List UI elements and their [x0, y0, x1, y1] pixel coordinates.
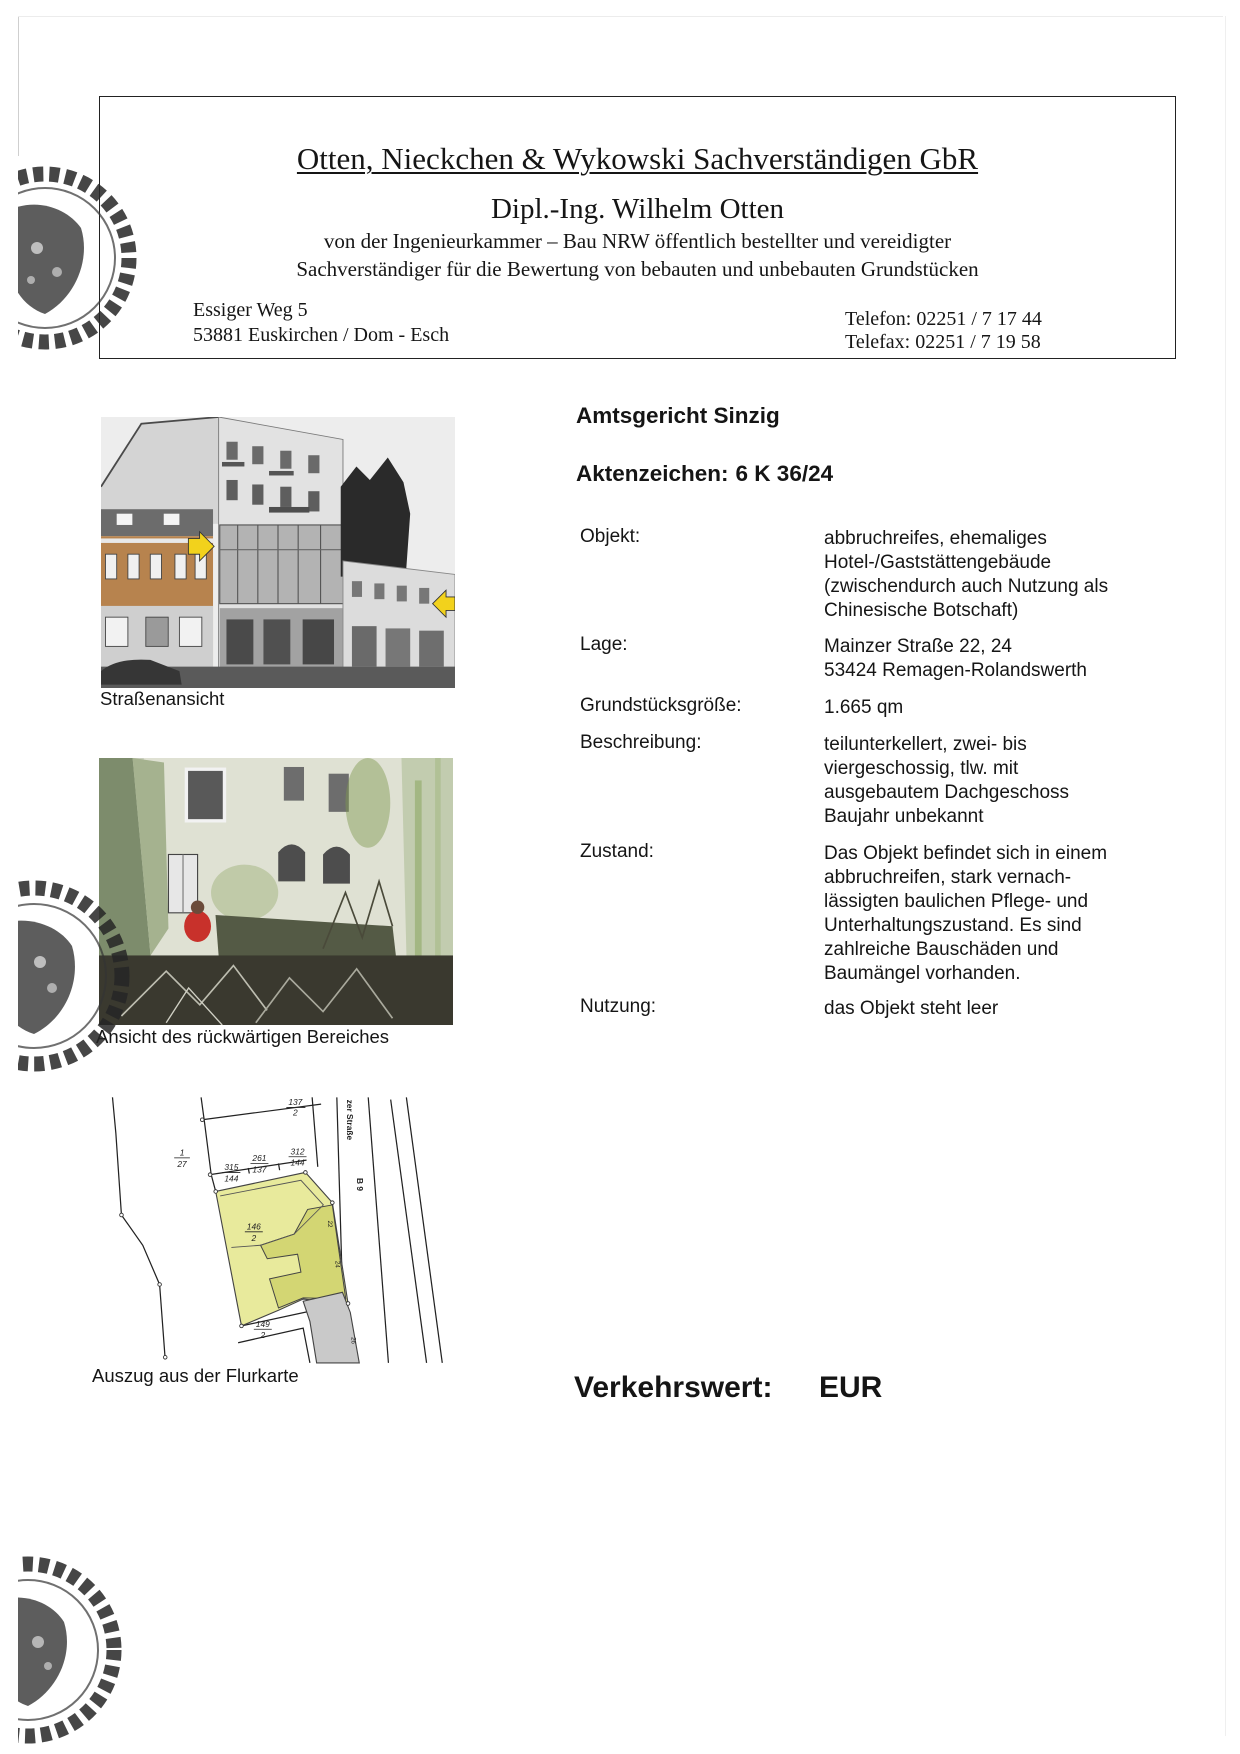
- detail-value-lage: [824, 635, 1087, 683]
- file-reference: [576, 460, 833, 488]
- cadastral-map: [108, 1094, 449, 1364]
- parcel-number: 312: [290, 1146, 305, 1157]
- parcel-number: 315: [224, 1162, 239, 1173]
- detail-value-nutzung: [824, 997, 998, 1021]
- parcel-number: 1: [179, 1147, 185, 1158]
- file-number: 6 K 36/24: [735, 461, 834, 486]
- detail-line: Hotel-/Gaststättengebäude: [824, 552, 1052, 573]
- scan-edge: [18, 16, 19, 156]
- detail-line: ausgebautem Dachgeschoss: [824, 782, 1070, 803]
- parcel-number: 144: [224, 1173, 239, 1184]
- glass-veranda: [220, 525, 345, 604]
- detail-line: abbruchreifen, stark vernach-: [824, 867, 1072, 888]
- detail-label-grundstuecksgroesse: Grundstücksgröße:: [580, 695, 742, 716]
- photo-caption: Ansicht des rückwärtigen Bereiches: [96, 1026, 390, 1047]
- parcel-number: 2: [260, 1330, 266, 1341]
- backyard-photo: [99, 758, 453, 1025]
- detail-line: zahlreiche Bauschäden und: [824, 939, 1059, 960]
- map-caption: Auszug aus der Flurkarte: [92, 1365, 299, 1386]
- detail-line: 53424 Remagen-Rolandswerth: [824, 660, 1087, 681]
- parcel-number: 137: [252, 1164, 267, 1175]
- detail-value-objekt: [824, 527, 1108, 623]
- scan-edge: [1225, 16, 1226, 1736]
- detail-line: (zwischendurch auch Nutzung als: [824, 576, 1109, 597]
- detail-value-grundstuecksgroesse: [824, 696, 903, 720]
- address-street: Essiger Weg 5: [193, 299, 308, 321]
- detail-line: lässigten baulichen Pflege- und: [824, 891, 1089, 912]
- detail-label-lage: Lage:: [580, 634, 628, 655]
- market-value-currency: EUR: [819, 1371, 883, 1404]
- detail-line: das Objekt steht leer: [824, 998, 999, 1019]
- detail-label-beschreibung: Beschreibung:: [580, 732, 702, 753]
- orange-building: [101, 509, 213, 669]
- detail-value-beschreibung: [824, 733, 1069, 829]
- expert-name: Dipl.-Ing. Wilhelm Otten: [490, 193, 785, 225]
- parcel-number: 2: [292, 1107, 298, 1118]
- seal-stamp: [0, 1564, 114, 1736]
- fax-number: Telefax: 02251 / 7 19 58: [845, 331, 1041, 353]
- detail-line: teilunterkellert, zwei- bis: [824, 734, 1027, 755]
- file-label: Aktenzeichen:: [576, 461, 729, 486]
- detail-label-nutzung: Nutzung:: [580, 996, 657, 1017]
- road-label: B 9: [355, 1178, 366, 1192]
- photo-caption: Straßenansicht: [100, 688, 225, 709]
- address-city: 53881 Euskirchen / Dom - Esch: [193, 324, 450, 346]
- street-label: zer Straße: [344, 1099, 355, 1141]
- house-number: 22: [325, 1220, 333, 1228]
- qualification-line: von der Ingenieurkammer – Bau NRW öffentlich bestellter und vereidigter: [323, 229, 952, 253]
- detail-line: Das Objekt befindet sich in einem: [824, 843, 1108, 864]
- detail-label-objekt: Objekt:: [580, 526, 641, 547]
- firm-name: Otten, Nieckchen & Wykowski Sachverständigen GbR: [296, 141, 979, 176]
- street-view-photo: [101, 417, 455, 688]
- qualification-line: Sachverständiger für die Bewertung von bebauten und unbebauten Grundstücken: [296, 257, 979, 281]
- detail-line: viergeschossig, tlw. mit: [824, 758, 1019, 779]
- detail-line: 1.665 qm: [824, 697, 904, 718]
- detail-label-zustand: Zustand:: [580, 841, 654, 862]
- ground-floor: [220, 608, 345, 670]
- parcel-number: 146: [246, 1221, 261, 1232]
- parcel-number: 149: [255, 1319, 270, 1330]
- detail-line: Mainzer Straße 22, 24: [824, 636, 1012, 657]
- parcel-number: 137: [288, 1097, 303, 1108]
- detail-line: Baumängel vorhanden.: [824, 963, 1021, 984]
- parcel-number: 144: [290, 1157, 305, 1168]
- scan-edge: [18, 16, 1223, 17]
- detail-line: Chinesische Botschaft): [824, 600, 1019, 621]
- parcel-number: 27: [177, 1158, 187, 1169]
- detail-value-zustand: [824, 842, 1107, 986]
- house-number: 26: [349, 1337, 357, 1344]
- parcel-number: 261: [252, 1153, 267, 1164]
- detail-line: Unterhaltungszustand. Es sind: [824, 915, 1082, 936]
- court-name: Amtsgericht Sinzig: [576, 403, 780, 428]
- house-number: 24: [333, 1260, 341, 1268]
- phone-number: Telefon: 02251 / 7 17 44: [845, 308, 1042, 330]
- detail-line: abbruchreifes, ehemaliges: [824, 528, 1047, 549]
- market-value-label: Verkehrswert:: [574, 1371, 773, 1404]
- neighbor-building: [343, 561, 455, 671]
- detail-line: Baujahr unbekannt: [824, 806, 984, 827]
- parcel-number: 2: [251, 1232, 257, 1243]
